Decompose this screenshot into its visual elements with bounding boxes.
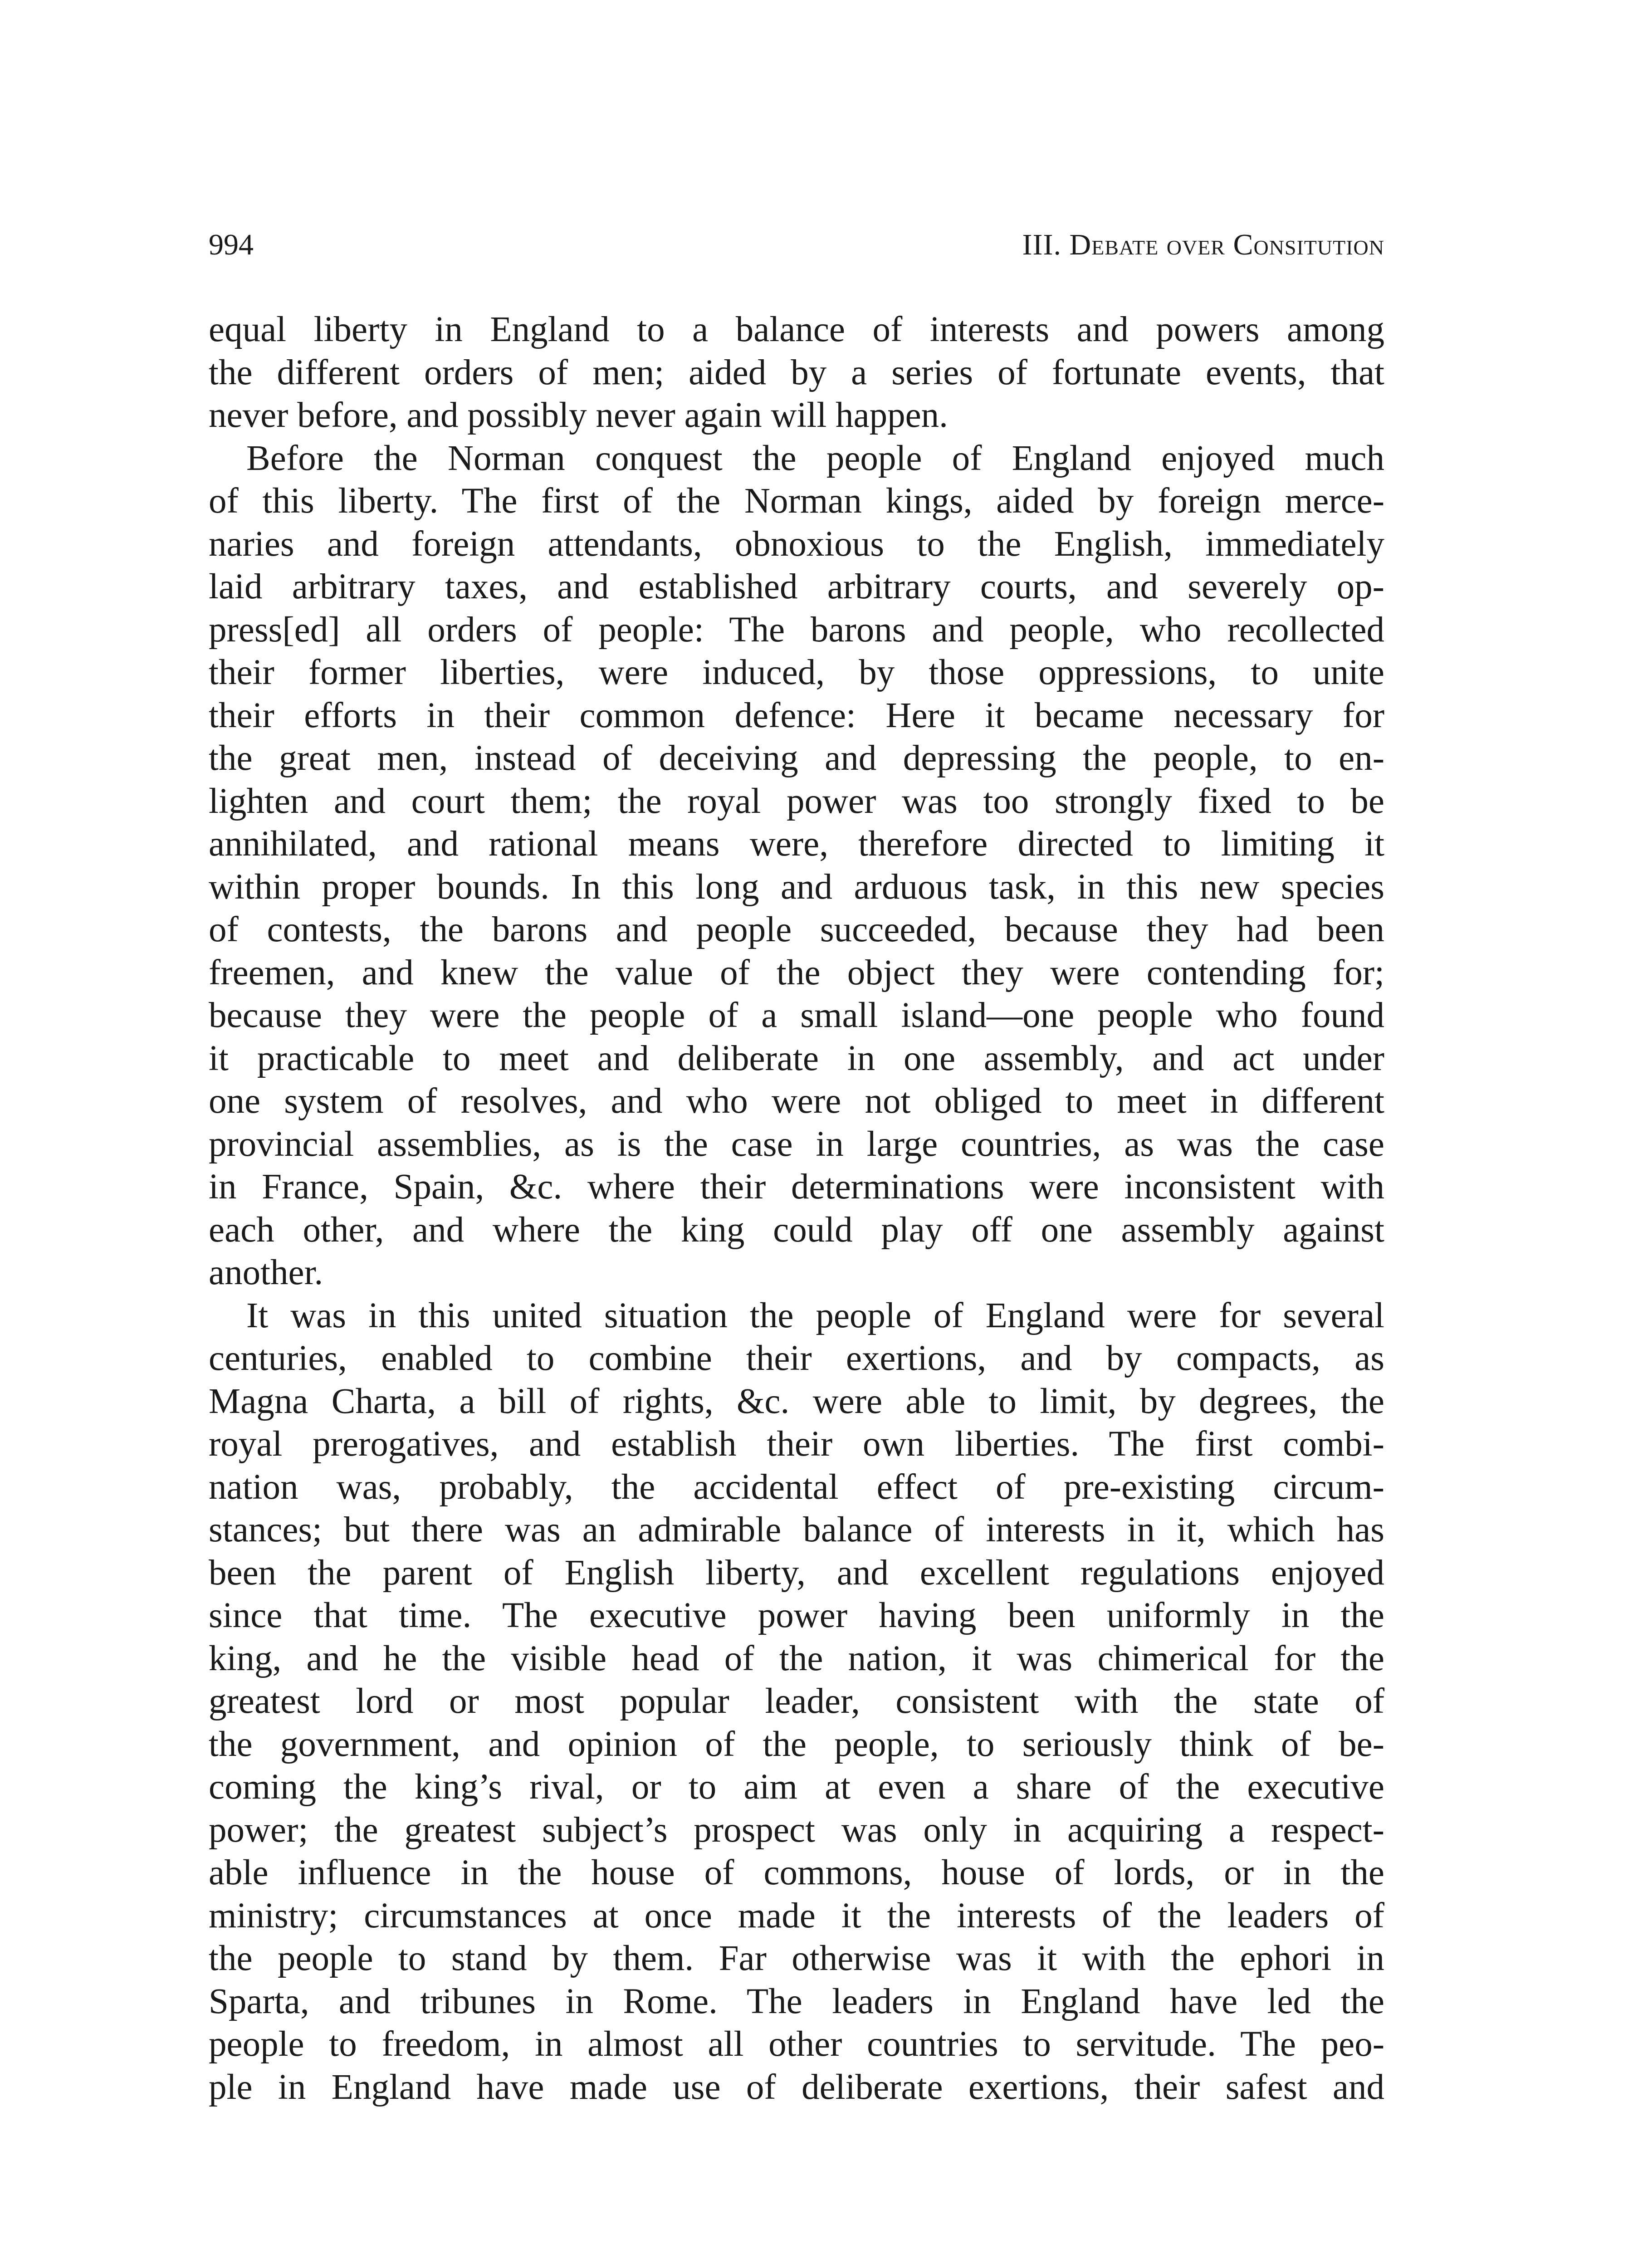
- running-title: III. Debate over Consitution: [1022, 228, 1384, 261]
- text-line: freemen, and knew the value of the object they were contending for;: [209, 953, 1384, 992]
- text-line: stances; but there was an admirable balance of interests in it, which has: [209, 1510, 1384, 1549]
- text-line: equal liberty in England to a balance of interests and powers among: [209, 310, 1384, 349]
- text-line: each other, and where the king could play off one assembly against: [209, 1210, 1384, 1250]
- text-line: their former liberties, were induced, by those oppressions, to unite: [209, 653, 1384, 692]
- text-line: provincial assemblies, as is the case in large countries, as was the case: [209, 1124, 1384, 1164]
- text-line: Before the Norman conquest the people of England enjoyed much: [246, 438, 1384, 478]
- text-line: press[ed] all orders of people: The barons and people, who recollected: [209, 610, 1384, 650]
- text-line: lighten and court them; the royal power was too strongly fixed to be: [209, 781, 1384, 821]
- text-line: Sparta, and tribunes in Rome. The leaders in England have led the: [209, 1981, 1384, 2021]
- text-line: annihilated, and rational means were, therefore directed to limiting it: [209, 824, 1384, 864]
- text-line: able influence in the house of commons, house of lords, or in the: [209, 1853, 1384, 1892]
- text-line: ple in England have made use of deliberate exertions, their safest and: [209, 2067, 1384, 2107]
- text-line: It was in this united situation the people of England were for several: [246, 1295, 1384, 1335]
- text-line: ministry; circumstances at once made it the interests of the leaders of: [209, 1896, 1384, 1936]
- text-line: the great men, instead of deceiving and depressing the people, to en-: [209, 738, 1384, 778]
- text-line: of this liberty. The first of the Norman kings, aided by foreign merce-: [209, 481, 1384, 521]
- text-line: in France, Spain, &c. where their determinations were inconsistent with: [209, 1167, 1384, 1207]
- text-line: laid arbitrary taxes, and established arbitrary courts, and severely op-: [209, 567, 1384, 606]
- text-line: it practicable to meet and deliberate in one assembly, and act under: [209, 1038, 1384, 1078]
- text-line: since that time. The executive power having been uniformly in the: [209, 1596, 1384, 1635]
- text-line: king, and he the visible head of the nation, it was chimerical for the: [209, 1638, 1384, 1678]
- text-line: coming the king’s rival, or to aim at even a share of the executive: [209, 1767, 1384, 1807]
- text-line: the different orders of men; aided by a series of fortunate events, that: [209, 352, 1384, 392]
- page-number: 994: [209, 228, 254, 261]
- text-line: nation was, probably, the accidental effect of pre-existing circum-: [209, 1467, 1384, 1507]
- text-line: naries and foreign attendants, obnoxious to the English, immediately: [209, 524, 1384, 564]
- text-line: power; the greatest subject’s prospect was only in acquiring a respect-: [209, 1810, 1384, 1850]
- text-line: one system of resolves, and who were not obliged to meet in different: [209, 1081, 1384, 1121]
- text-line: their efforts in their common defence: Here it became necessary for: [209, 695, 1384, 735]
- text-line: Magna Charta, a bill of rights, &c. were able to limit, by degrees, the: [209, 1381, 1384, 1421]
- text-line: the government, and opinion of the people, to seriously think of be-: [209, 1724, 1384, 1764]
- text-line: centuries, enabled to combine their exertions, and by compacts, as: [209, 1339, 1384, 1378]
- text-line: because they were the people of a small island—one people who found: [209, 996, 1384, 1035]
- text-line: another.: [209, 1253, 323, 1292]
- text-line: within proper bounds. In this long and arduous task, in this new species: [209, 867, 1384, 907]
- text-line: been the parent of English liberty, and excellent regulations enjoyed: [209, 1553, 1384, 1593]
- text-line: royal prerogatives, and establish their own liberties. The first combi-: [209, 1424, 1384, 1464]
- text-line: never before, and possibly never again will happen.: [209, 396, 948, 435]
- body-text: [209, 308, 1384, 2109]
- running-head: [209, 222, 1384, 268]
- text-line: the people to stand by them. Far otherwise was it with the ephori in: [209, 1939, 1384, 1978]
- text-line: people to freedom, in almost all other countries to servitude. The peo-: [209, 2024, 1384, 2064]
- text-line: greatest lord or most popular leader, consistent with the state of: [209, 1681, 1384, 1721]
- text-line: of contests, the barons and people succeeded, because they had been: [209, 910, 1384, 949]
